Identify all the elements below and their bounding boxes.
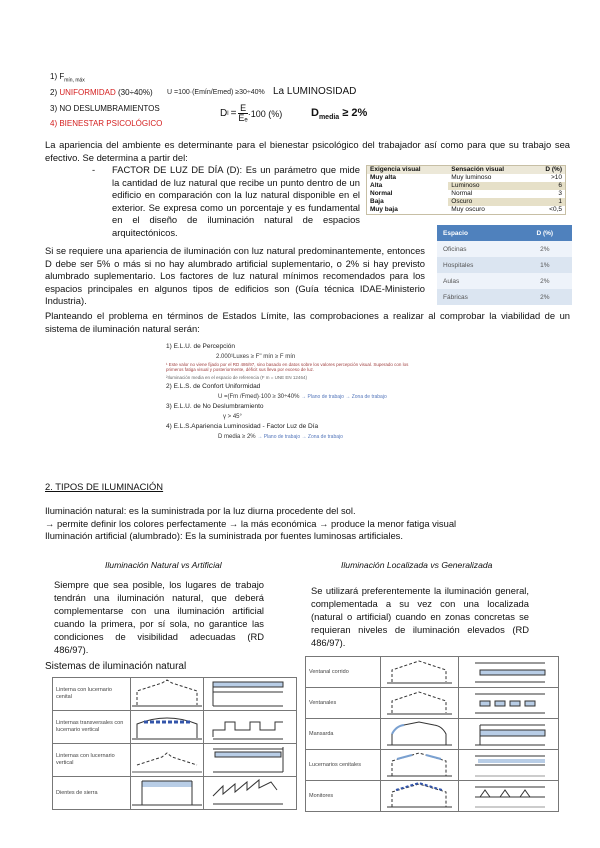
bullet-marker: -	[92, 164, 96, 175]
mansard-section-icon	[382, 720, 457, 748]
table-cell: Muy alta	[367, 174, 449, 182]
limit-state-1-note: ¹ Este valor no viene fijado por el RD 486/97, sino basado en datos sobre los valores percepción visual. Superado con los primeros fatiga visual y posteriormente, déficit sus lleva por exceso de luz.	[166, 362, 409, 372]
table-cell: Oficinas	[437, 241, 518, 257]
visual-requirement-table	[366, 165, 566, 215]
limit-state-1-note-2: ²Iluminación media en el espacio de referencia (F m = UNE EN 12464)	[166, 375, 307, 380]
systems-title: Sistemas de iluminación natural	[45, 661, 187, 672]
limit-state-2-arrows: → Plano de trabajo → Zona de trabajo	[301, 394, 387, 400]
systems-table-right	[305, 656, 559, 812]
skylight-section-icon	[382, 751, 457, 779]
table-cell: 2%	[518, 241, 572, 257]
daylight-factor-bullet: FACTOR DE LUZ DE DÍA (D): Es un parámetro que mide la cantidad de luz natural que recibe un punto dentro de un edificio en comparación con la luz natural disponible en el exterior. Se expresa como un porcentaje y es fundamental en el diseño de iluminación natural de espacios arquitectónicos.	[112, 164, 360, 238]
limit-state-4-formula: D media ≥ 2%	[218, 434, 256, 440]
table-cell: Hospitales	[437, 257, 518, 273]
system-label: Linternas transversales con lucernario vertical	[53, 711, 131, 744]
table-cell: Alta	[367, 182, 449, 190]
limit-state-2-formula: U =(Fm /Fmed)·100 ≥ 30÷40%	[218, 394, 300, 400]
section-diagram	[381, 781, 459, 812]
table-cell: 3	[532, 190, 565, 198]
system-label: Ventanales	[306, 688, 381, 719]
limit-state-2-title: 2) E.L.S. de Confort Uniformidad	[166, 383, 261, 390]
sawtooth-section-icon	[132, 778, 202, 808]
table-row	[306, 657, 559, 688]
table-cell: Fábricas	[437, 289, 518, 305]
table-cell: Oscuro	[448, 198, 532, 206]
table-header-row	[437, 225, 572, 241]
system-label: Linternas con lucernario vertical	[53, 744, 131, 777]
table-cell: Normal	[448, 190, 532, 198]
artificial-lighting-line: Iluminación artificial (alumbrado): Es la suministrada por fuentes luminosas artificiales.	[45, 530, 403, 541]
table-row	[367, 182, 566, 190]
table-cell: Aulas	[437, 273, 518, 289]
table-cell: 2%	[518, 273, 572, 289]
systems-table-left	[52, 677, 297, 810]
header-cell: Exigencia visual	[367, 166, 449, 175]
table-row	[367, 190, 566, 198]
table-row	[437, 273, 572, 289]
roof-lantern-plan-icon	[205, 679, 295, 709]
criterion-3: 3) NO DESLUMBRAMIENTOS	[50, 104, 160, 113]
table-row	[53, 744, 297, 777]
table-row	[367, 206, 566, 215]
table-cell: Baja	[367, 198, 449, 206]
table-cell: 1	[532, 198, 565, 206]
col-right-title: Iluminación Localizada vs Generalizada	[341, 560, 493, 570]
limit-state-3-formula: γ > 45°	[223, 414, 242, 420]
plan-diagram	[204, 678, 297, 711]
table-row	[437, 241, 572, 257]
vertical-lantern-plan-icon	[205, 745, 295, 775]
col-left-text: Siempre que sea posible, los lugares de trabajo tendrán una iluminación natural, que deberá complementarse con una iluminación artificial cuando la primera, por sí sola, no garantice las condiciones de visibilidad adecuadas (RD 486/97).	[54, 579, 264, 655]
monitor-section-icon	[382, 782, 457, 810]
system-label: Dientes de sierra	[53, 777, 131, 810]
table-cell: 1%	[518, 257, 572, 273]
transverse-lantern-section-icon	[132, 712, 202, 742]
dmedia-formula: $D_{media} \ge 2\%$	[311, 107, 368, 122]
system-label: Lucernarios cenitales	[306, 750, 381, 781]
vertical-lantern-section-icon	[132, 745, 202, 775]
table-cell: >10	[532, 174, 565, 182]
lighting-types	[45, 505, 575, 543]
table-row	[306, 688, 559, 719]
header-cell: Espacio	[437, 225, 518, 241]
table-cell: Muy luminoso	[448, 174, 532, 182]
continuous-window-section-icon	[382, 658, 457, 686]
daylight-requirement-paragraph: Si se requiere una apariencia de iluminación con luz natural predominantemente, entonces D debe ser 5% o más si no hay alumbrado artificial suplementario, o 2% si hay previsto alumbrado suplementario. Los factores de luz natural mínimos recomendados para los espacios principales en algunos tipos de edificios son (Guía técnica IDAE-Ministerio Industria).	[45, 245, 425, 307]
plan-diagram	[204, 744, 297, 777]
section-diagram	[381, 657, 459, 688]
system-label: Linterna con lucernario cenital	[53, 678, 131, 711]
plan-diagram	[459, 657, 559, 688]
section-diagram	[381, 750, 459, 781]
uniformity-formula: U =100·(Emín/Emed) ≥30÷40%	[167, 89, 265, 96]
col-right-text: Se utilizará preferentemente la iluminación general, complementada a su vez con una localizada (natural o artificial) cuando en zonas concretas se requieran niveles de iluminación elevados (RD 486/97).	[311, 585, 529, 648]
table-row	[306, 750, 559, 781]
limit-state-1-title: 1) E.L.U. de Percepción	[166, 343, 236, 350]
table-row	[306, 781, 559, 812]
col-left-title: Iluminación Natural vs Artificial	[105, 560, 222, 570]
table-cell: 2%	[518, 289, 572, 305]
monitor-plan-icon	[460, 782, 550, 810]
intro-paragraph: La apariencia del ambiente es determinante para el bienestar psicológico del trabajador así como para que su trabajo sea efectivo. Se determina a partir del:	[45, 139, 570, 163]
table-row	[367, 198, 566, 206]
table-row	[367, 174, 566, 182]
table-cell: Muy oscuro	[448, 206, 532, 215]
table-row	[53, 678, 297, 711]
space-daylight-table	[437, 225, 572, 305]
windows-plan-icon	[460, 689, 550, 717]
limit-state-1-formula: 2.000¹Luxes ≥ F'' mín ≥ F mín	[216, 354, 296, 360]
limit-states-intro: Planteando el problema en términos de Estados Límite, las comprobaciones a realizar al comprobar la viabilidad de un sistema de iluminación natural serán:	[45, 310, 570, 334]
table-cell: <0,5	[532, 206, 565, 215]
windows-section-icon	[382, 689, 457, 717]
plan-diagram	[204, 777, 297, 810]
header-cell: Sensación visual	[448, 166, 532, 175]
mansard-plan-icon	[460, 720, 550, 748]
criterion-2: 2) UNIFORMIDAD (30÷40%)	[50, 88, 153, 97]
section-diagram	[131, 711, 204, 744]
table-row	[306, 719, 559, 750]
plan-diagram	[204, 711, 297, 744]
system-label: Monitores	[306, 781, 381, 812]
table-cell: Muy baja	[367, 206, 449, 215]
table-cell: Normal	[367, 190, 449, 198]
roof-lantern-section-icon	[132, 679, 202, 709]
table-header-row	[367, 166, 566, 175]
limit-states-block	[166, 342, 426, 442]
skylight-plan-icon	[460, 751, 550, 779]
header-cell: D (%)	[532, 166, 565, 175]
system-label: Ventanal corrido	[306, 657, 381, 688]
sawtooth-plan-icon	[205, 778, 295, 808]
section-diagram	[381, 688, 459, 719]
section-diagram	[131, 744, 204, 777]
table-cell: 6	[532, 182, 565, 190]
plan-diagram	[459, 781, 559, 812]
table-row	[53, 777, 297, 810]
plan-diagram	[459, 719, 559, 750]
natural-lighting-line: Iluminación natural: es la suministrada por la luz diurna procedente del sol.	[45, 505, 356, 516]
table-row	[437, 257, 572, 273]
natural-lighting-benefits: → permite definir los colores perfectamente → la más económica → produce la menor fatiga visual	[45, 517, 457, 529]
limit-state-3-title: 3) E.L.U. de No Deslumbramiento	[166, 403, 264, 410]
section-diagram	[131, 777, 204, 810]
table-cell: Luminoso	[448, 182, 532, 190]
table-row	[437, 289, 572, 305]
plan-diagram	[459, 688, 559, 719]
table-row	[53, 711, 297, 744]
section-diagram	[381, 719, 459, 750]
continuous-window-plan-icon	[460, 658, 550, 686]
limit-state-4-title: 4) E.L.S.Apariencia Luminosidad - Factor Luz de Día	[166, 423, 319, 430]
system-label: Mansarda	[306, 719, 381, 750]
section-diagram	[131, 678, 204, 711]
criterion-4: 4) BIENESTAR PSICOLÓGICO	[50, 119, 163, 128]
daylight-formula: D l = $\frac{E}{\text{Eₑ}}$ ·100 (%)	[220, 103, 283, 123]
limit-state-4-arrows: → Plano de trabajo → Zona de trabajo	[257, 434, 343, 440]
plan-diagram	[459, 750, 559, 781]
header-cell: D (%)	[518, 225, 572, 241]
section-heading: 2. TIPOS DE ILUMINACIÓN	[45, 481, 164, 492]
luminosity-label: La LUMINOSIDAD	[273, 86, 357, 97]
transverse-lantern-plan-icon	[205, 712, 295, 742]
criterion-1: 1) $F_{mín, máx}$	[50, 72, 85, 84]
